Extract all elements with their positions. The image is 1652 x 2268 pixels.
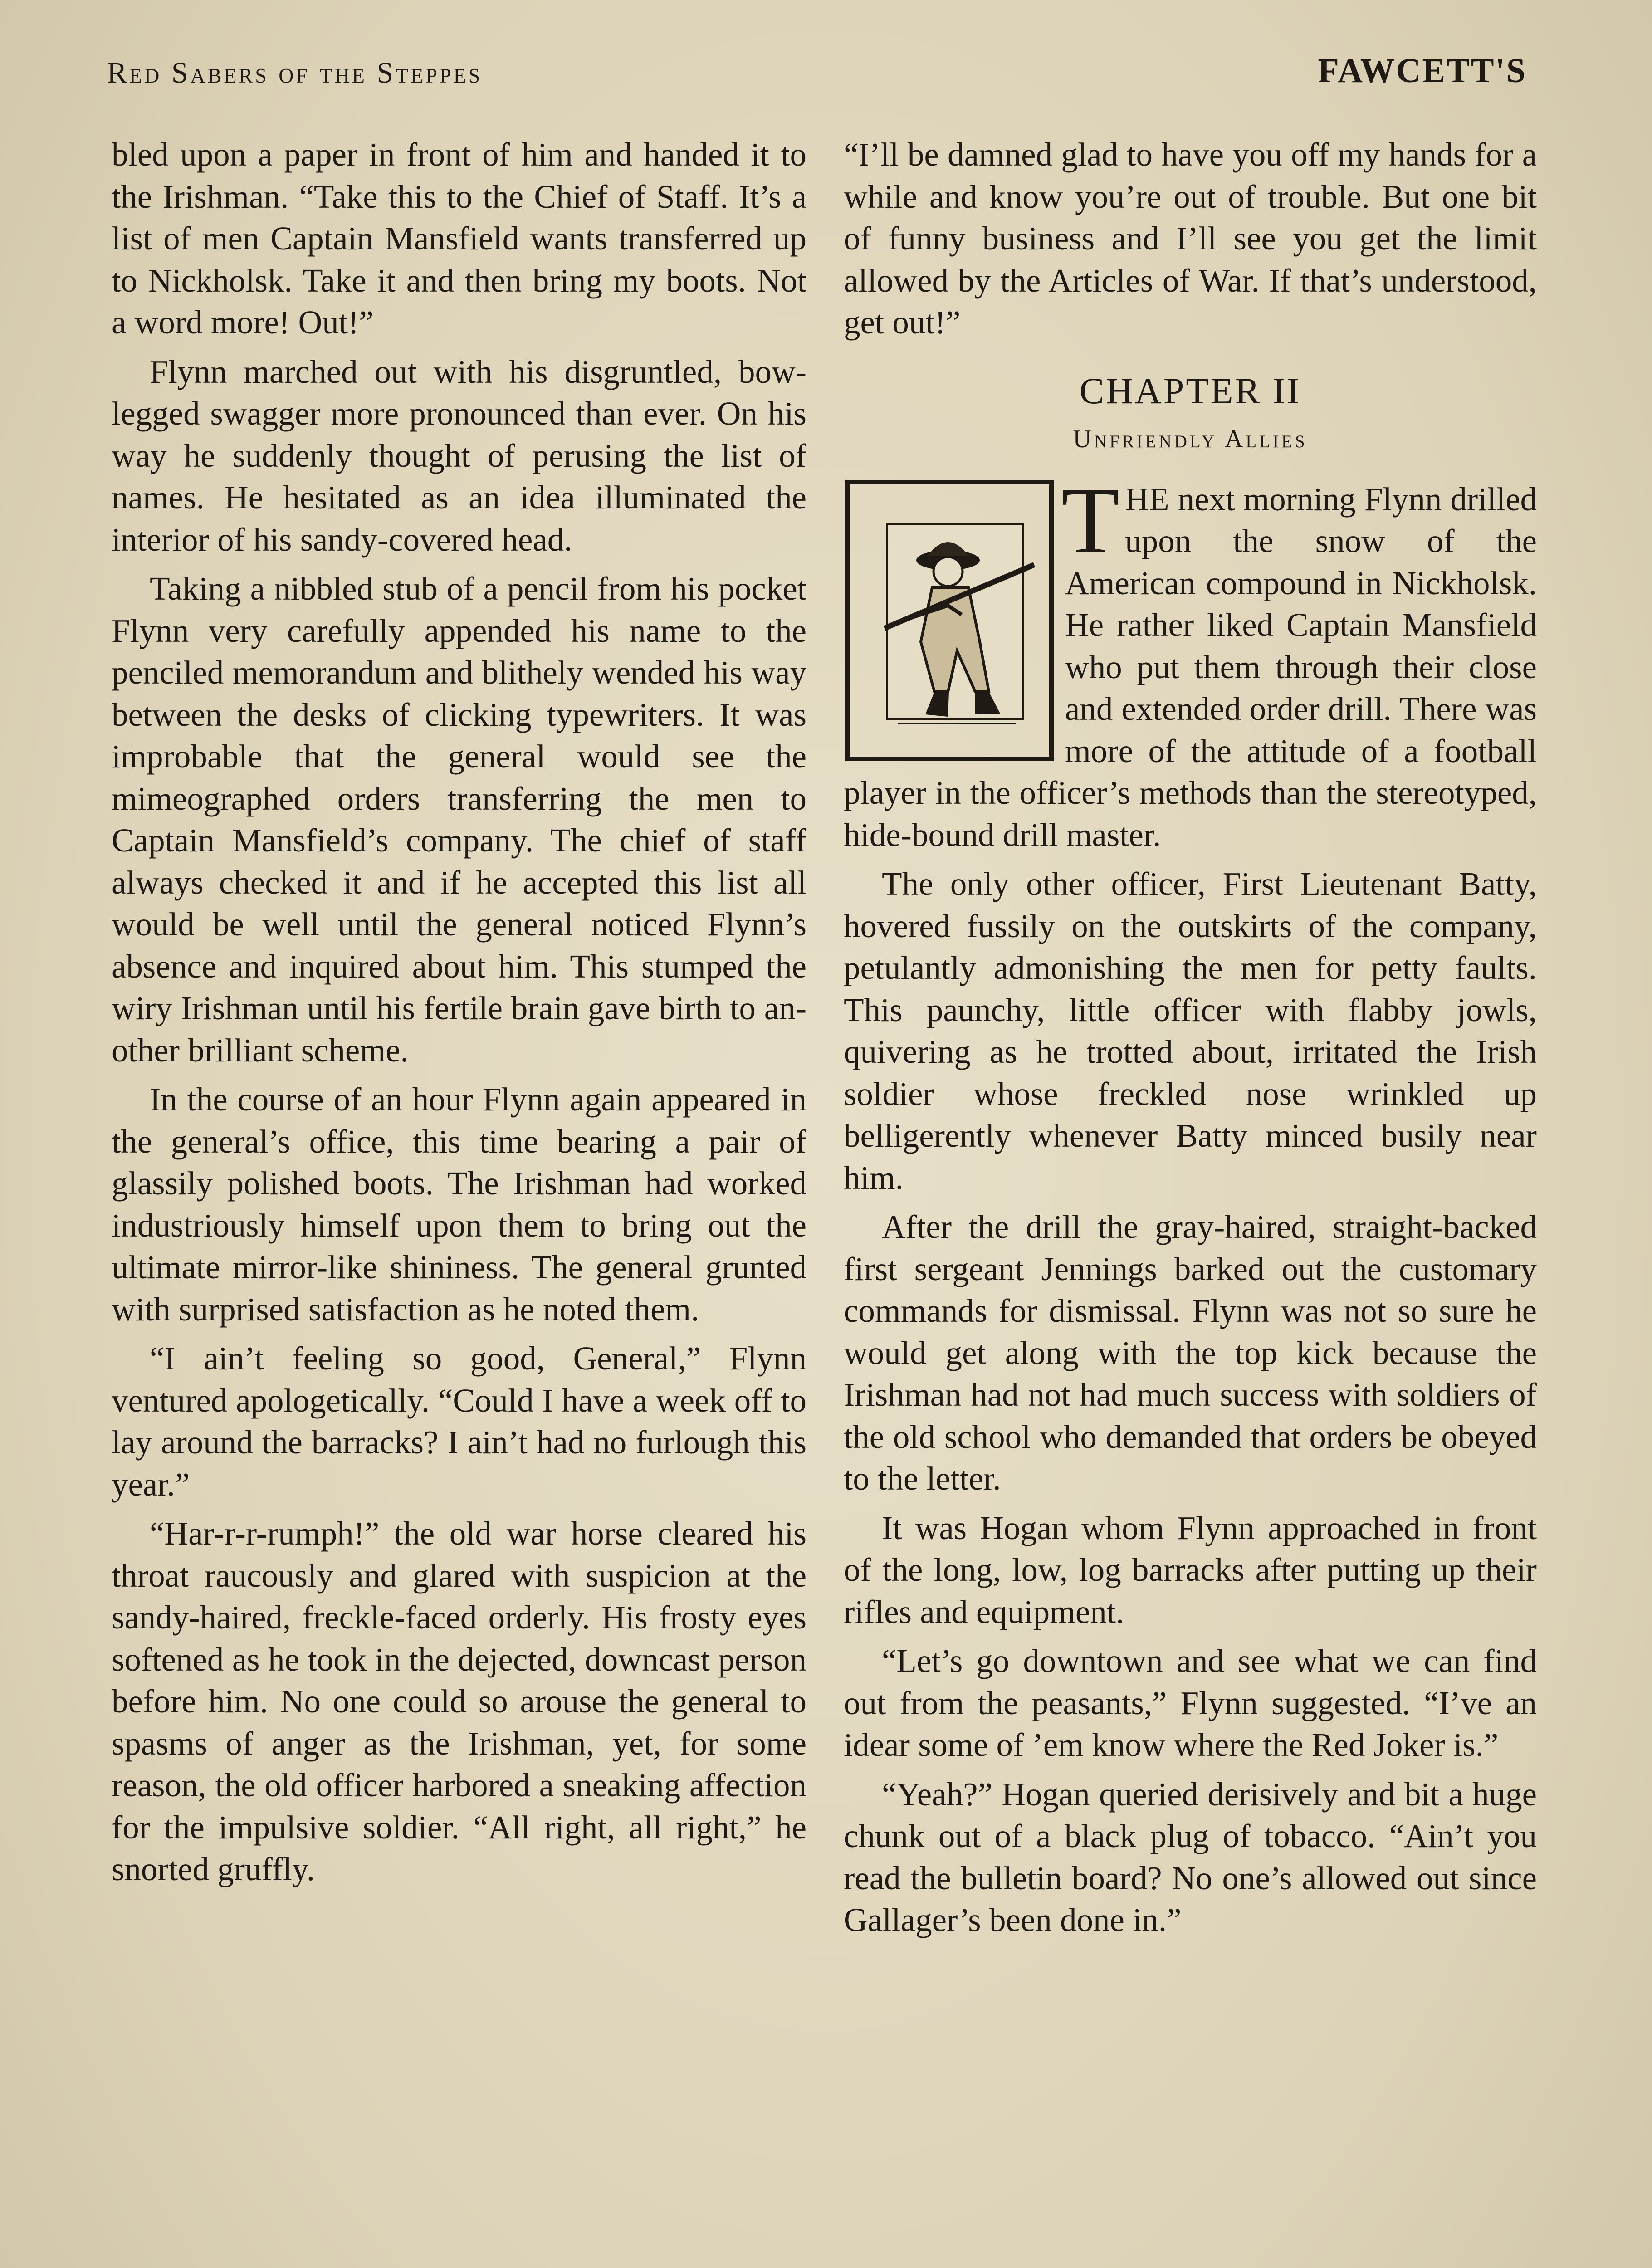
paragraph: In the course of an hour Flynn again appeared in the general’s office, this time bearing a pair of glassily polished boots. The Irishman had worked industriously himself upon them to bring out the ultimate mirror-like shininess. The general grunted with surprised satisfaction as he noted them. <box>112 1081 806 1328</box>
chapter-opening <box>844 468 1537 856</box>
paragraph: bled upon a paper in front of him and handed it to the Irishman. “Take this to the Chief of Staff. It’s a list of men Captain Mansfield wants transferred up to Nickholsk. Take it and then bring my boots. Not a word more! Out!” <box>112 136 806 341</box>
soldier-illustration <box>844 479 1057 764</box>
chapter-title: CHAPTER II <box>1079 370 1301 411</box>
magazine-name: FAWCETT'S <box>1318 52 1527 90</box>
right-column <box>844 134 1537 1949</box>
paragraph: “Har-r-r-rumph!” the old war horse cleared his throat raucously and glared with suspicion at the sandy-haired, freckle-faced orderly. His frosty eyes softened as he took in the dejected, downcast person before him. No one could so arouse the general to spasms of anger as the Irishman, yet, for some reason, the old officer harbored a sneaking affection for the impulsive soldier. “All right, all right,” he snorted gruffly. <box>112 1515 806 1887</box>
opening-text: HE next morning Flynn drilled upon the snow of the American compound in Nickholsk. He rather liked Captain Mansfield who put them through their close and extended order drill. There was more of the attitude of a football player in the officer’s methods than the stereotyped, hide-bound drill master. <box>844 480 1537 853</box>
paragraph: The only other officer, First Lieutenant Batty, hovered fussily on the outskirts of the company, petulantly admonishing the men for petty faults. This paunchy, little officer with flabby jowls, quivering as he trotted about, irritated the Irish soldier whose freckled nose wrinkled up belligerently whenever Batty minced busily near him. <box>844 865 1537 1196</box>
paragraph: Flynn marched out with his disgruntled, bow-legged swagger more pronounced than ever. On his way he suddenly thought of perusing the list of names. He hesitated as an idea illuminated the interior of his sandy-covered head. <box>112 353 806 558</box>
paragraph: It was Hogan whom Flynn approached in front of the long, low, log barracks after putting up their rifles and equipment. <box>844 1509 1537 1630</box>
soldier-drawing-icon <box>844 479 1057 764</box>
paragraph: “Let’s go downtown and see what we can find out from the peasants,” Flynn suggested. “I’ve an idear some of ’em know where the Red Joker is.” <box>844 1642 1537 1763</box>
drop-cap: T <box>1061 468 1120 573</box>
running-title: Red Sabers of the Steppes <box>107 56 483 89</box>
paragraph: “I’ll be damned glad to have you off my hands for a while and know you’re out of trouble. But one bit of funny business and I’ll see you get the limit allowed by the Articles of War. If that’s understood, get out!” <box>844 136 1537 341</box>
paragraph: “Yeah?” Hogan queried derisively and bit a huge chunk out of a black plug of tobacco. “Ain’t you read the bulletin board? No one’s allowed out since Gallager’s been done in.” <box>844 1775 1537 1938</box>
paragraph: Taking a nibbled stub of a pencil from his pocket Flynn very carefully appended his name to the penciled memorandum and blithely wended his way between the desks of clicking typewriters. It was improbable that the general would see the mimeographed orders transferring the men to Captain Mansfield’s company. The chief of staff always checked it and if he accepted this list all would be well until the general noticed Flynn’s absence and inquired about him. This stumped the wiry Irishman until his fertile brain gave birth to another brilliant scheme. <box>112 570 806 1069</box>
chapter-subtitle: Unfriendly Allies <box>1073 425 1308 453</box>
paragraph: After the drill the gray-haired, straight-backed first sergeant Jennings barked out the customary commands for dismissal. Flynn was not so sure he would get along with the top kick because the Irishman had not had much success with soldiers of the old school who demanded that orders be obeyed to the letter. <box>844 1208 1537 1497</box>
paragraph: “I ain’t feeling so good, General,” Flynn ventured apologetically. “Could I have a week off to lay around the barracks? I ain’t had no furlough this year.” <box>112 1340 806 1503</box>
left-column <box>112 134 806 1898</box>
running-header <box>107 48 1527 98</box>
